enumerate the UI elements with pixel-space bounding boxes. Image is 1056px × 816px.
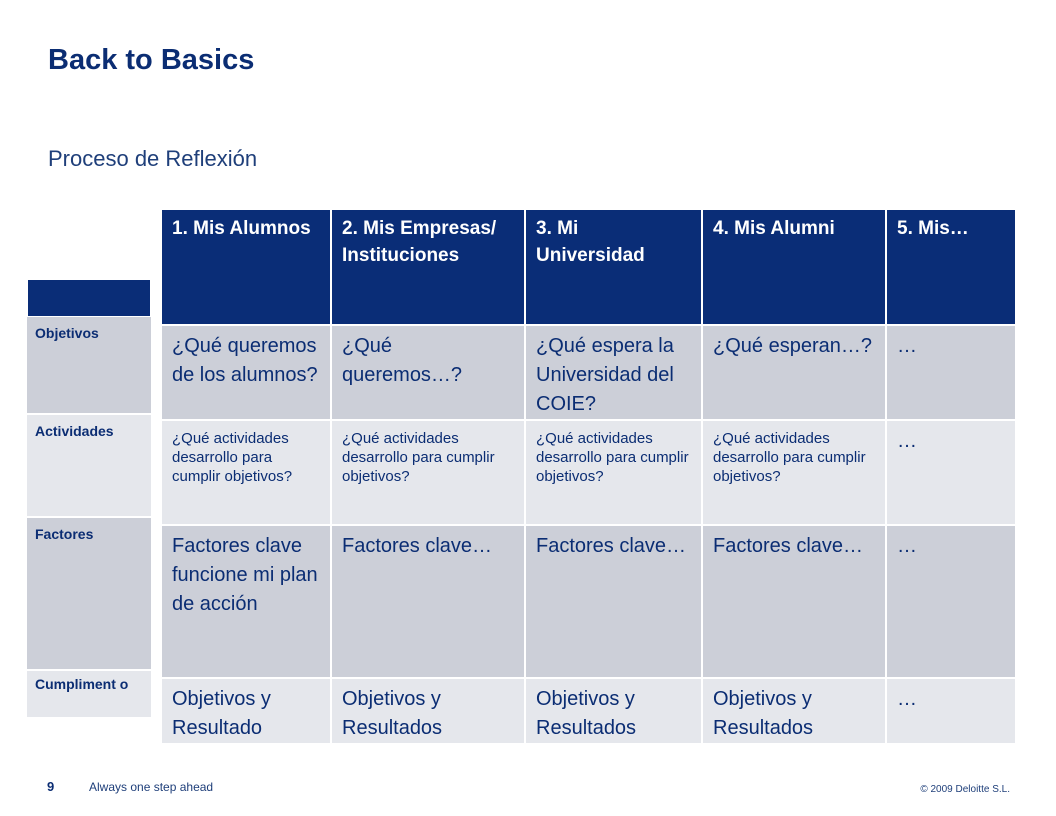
table-cell: Objetivos y Resultados xyxy=(702,678,886,744)
table-cell: Objetivos y Resultados xyxy=(331,678,525,744)
table-cell: ¿Qué actividades desarrollo para cumplir objetivos? xyxy=(702,420,886,525)
footer-copyright: © 2009 Deloitte S.L. xyxy=(920,784,1010,795)
table-cell: … xyxy=(886,325,1016,420)
table-cell: ¿Qué queremos de los alumnos? xyxy=(161,325,331,420)
table-cell: ¿Qué actividades desarrollo para cumplir objetivos? xyxy=(161,420,331,525)
row-label-cumplimiento: Cumpliment o xyxy=(27,671,151,719)
table-cell: Objetivos y Resultado xyxy=(161,678,331,744)
table-cell: … xyxy=(886,678,1016,744)
table-cell: ¿Qué espera la Universidad del COIE? xyxy=(525,325,702,420)
table-cell: … xyxy=(886,525,1016,678)
row-label-header xyxy=(27,279,151,317)
table-cell: ¿Qué queremos…? xyxy=(331,325,525,420)
column-header-mis: 5. Mis… xyxy=(886,209,1016,325)
row-label-objetivos: Objetivos xyxy=(27,317,151,415)
slide-subtitle: Proceso de Reflexión xyxy=(48,146,258,171)
slide-title: Back to Basics xyxy=(48,44,255,76)
table-cell: … xyxy=(886,420,1016,525)
row-label-column xyxy=(27,279,151,719)
table-cell: ¿Qué actividades desarrollo para cumplir objetivos? xyxy=(525,420,702,525)
table-cell: Factores clave… xyxy=(702,525,886,678)
column-header-alumnos: 1. Mis Alumnos xyxy=(161,209,331,325)
table-cell: Objetivos y Resultados xyxy=(525,678,702,744)
table-cell: Factores clave… xyxy=(331,525,525,678)
column-header-universidad: 3. Mi Universidad xyxy=(525,209,702,325)
table-cell: ¿Qué actividades desarrollo para cumplir objetivos? xyxy=(331,420,525,525)
table-cell: ¿Qué esperan…? xyxy=(702,325,886,420)
page-number: 9 xyxy=(47,779,55,794)
row-label-factores: Factores xyxy=(27,518,151,671)
table-row-objetivos xyxy=(161,325,1016,420)
column-header-alumni: 4. Mis Alumni xyxy=(702,209,886,325)
table-row-cumplimiento xyxy=(161,678,1016,744)
table-row-actividades xyxy=(161,420,1016,525)
column-header-empresas: 2. Mis Empresas/ Instituciones xyxy=(331,209,525,325)
table-header-row xyxy=(161,209,1016,325)
table-row-factores xyxy=(161,525,1016,678)
footer-tagline: Always one step ahead xyxy=(89,780,214,794)
table-cell: Factores clave funcione mi plan de acción xyxy=(161,525,331,678)
reflection-table xyxy=(160,208,1017,745)
table-cell: Factores clave… xyxy=(525,525,702,678)
row-label-actividades: Actividades xyxy=(27,415,151,518)
